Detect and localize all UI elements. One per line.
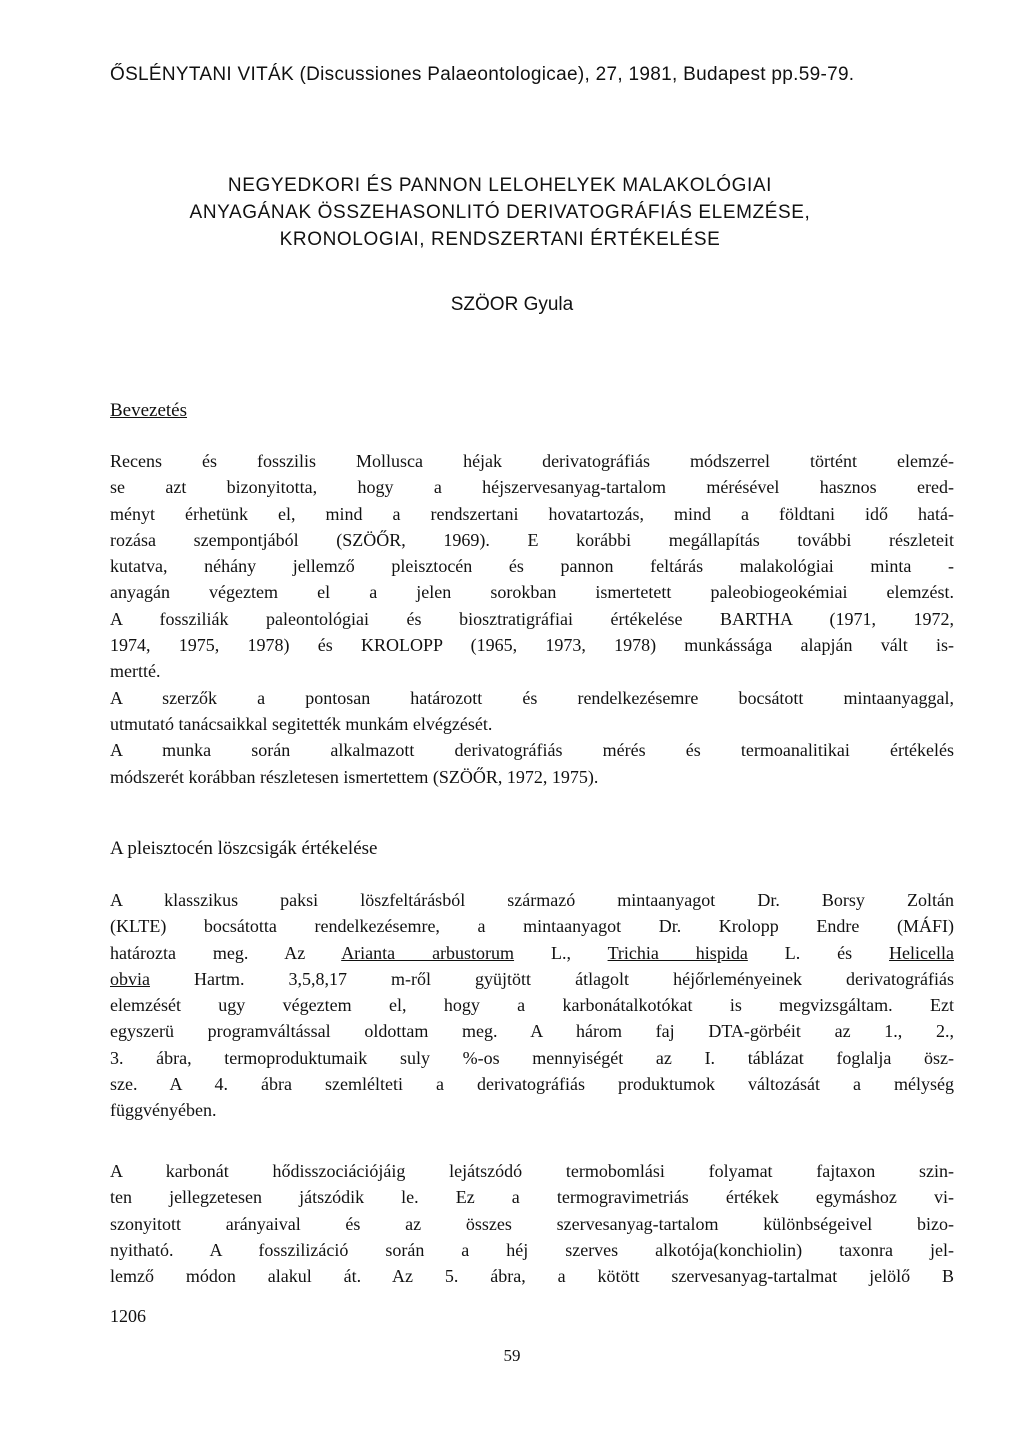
text-line: függvényében. xyxy=(110,1100,217,1121)
text-line: rozása szempontjából (SZÖŐR, 1969). E korábbi megállapítás további részleteit xyxy=(110,529,954,550)
text-line: sze. A 4. ábra szemlélteti a derivatográfiás produktumok változását a mélység xyxy=(110,1074,954,1095)
text-line: anyagán végeztem el a jelen sorokban ismertetett paleobiogeokémiai elemzést. xyxy=(110,582,954,603)
text-line: kutatva, néhány jellemző pleisztocén és pannon feltárás malakológiai minta - xyxy=(110,556,954,577)
text-line: A klasszikus paksi löszfeltárásból származó mintaanyagot Dr. Borsy Zoltán xyxy=(110,890,954,910)
title-line: KRONOLOGIAI, RENDSZERTANI ÉRTÉKELÉSE xyxy=(279,229,721,250)
text-line: 3. ábra, termoproduktumaik suly %-os mennyiségét az I. táblázat foglalja ösz- xyxy=(110,1047,954,1068)
text-line: elemzését ugy végeztem el, hogy a karbonátalkotókat is megvizsgáltam. Ezt xyxy=(110,995,954,1016)
page-number: 59 xyxy=(503,1346,521,1365)
section-heading-loess-snails: A pleisztocén löszcsigák értékelése xyxy=(110,838,378,859)
text-line: se azt bizonyitotta, hogy a héjszervesanyag-tartalom mérésével hasznos ered- xyxy=(110,477,954,498)
species-name: Arianta arbustorum xyxy=(341,942,515,963)
article-title xyxy=(100,172,900,253)
text-line: lemző módon alakul át. Az 5. ábra, a kötött szervesanyag-tartalmat jelölő B xyxy=(110,1266,954,1287)
text-fragment: határozta meg. Az xyxy=(110,942,342,963)
text-line: egyszerü programváltással oldottam meg. A három faj DTA-görbéit az 1., 2., xyxy=(110,1021,954,1042)
text-fragment: Hartm. 3,5,8,17 m-ről gyüjtött átlagolt héjőrleményeinek derivatográfiás xyxy=(150,968,954,989)
text-line: módszerét korábban részletesen ismertettem (SZÖŐR, 1972, 1975). xyxy=(110,766,599,787)
text-fragment: L., xyxy=(514,942,608,963)
text-line: 1974, 1975, 1978) és KROLOPP (1965, 1973, 1978) munkássága alapján vált is- xyxy=(110,635,954,656)
species-name: obvia xyxy=(110,968,150,989)
journal-header: ŐSLÉNYTANI VITÁK (Discussiones Palaeontologicae), 27, 1981, Budapest pp.59-79. xyxy=(110,64,855,85)
title-line: ANYAGÁNAK ÖSSZEHASONLITÓ DERIVATOGRÁFIÁS ELEMZÉSE, xyxy=(189,202,811,223)
section-heading-introduction: Bevezetés xyxy=(110,400,188,421)
text-line: A munka során alkalmazott derivatográfiás mérés és termoanalitikai értékelés xyxy=(110,740,954,761)
text-line: A karbonát hődisszociációjáig lejátszódó termobomlási folyamat fajtaxon szin- xyxy=(110,1161,954,1181)
text-fragment: L. és xyxy=(747,942,890,963)
text-line: utmutató tanácsaikkal segitették munkám elvégzését. xyxy=(110,713,493,734)
thermal-decomposition-text xyxy=(110,1158,954,1289)
text-line: nyitható. A fosszilizáció során a héj szerves alkotója(konchiolin) taxonra jel- xyxy=(110,1239,954,1260)
species-name: Helicella xyxy=(889,942,954,963)
text-line: szonyitott arányaival és az összes szervesanyag-tartalom különbségeivel bizo- xyxy=(110,1213,954,1234)
text-line-with-species xyxy=(110,940,954,966)
footer-code: 1206 xyxy=(110,1306,146,1326)
author-name: SZÖOR Gyula xyxy=(450,294,574,315)
text-line-with-species xyxy=(110,966,954,992)
title-line: NEGYEDKORI ÉS PANNON LELOHELYEK MALAKOLÓGIAI xyxy=(227,175,773,196)
text-line: mertté. xyxy=(110,661,161,682)
loess-snails-text xyxy=(110,887,954,1124)
species-name: Trichia hispida xyxy=(607,942,748,963)
text-line: A szerzők a pontosan határozott és rendelkezésemre bocsátott mintaanyaggal, xyxy=(110,687,954,708)
text-line: A fossziliák paleontológiai és biosztratigráfiai értékelése BARTHA (1971, 1972, xyxy=(110,608,954,629)
text-line: ményt érhetünk el, mind a rendszertani hovatartozás, mind a földtani idő hatá- xyxy=(110,503,954,524)
text-line: (KLTE) bocsátotta rendelkezésemre, a mintaanyagot Dr. Krolopp Endre (MÁFI) xyxy=(110,916,954,937)
text-line: Recens és fosszilis Mollusca héjak derivatográfiás módszerrel történt elemzé- xyxy=(110,451,954,471)
introduction-text xyxy=(110,448,954,790)
text-line: ten jellegzetesen játszódik le. Ez a termogravimetriás értékek egymáshoz vi- xyxy=(110,1187,954,1208)
